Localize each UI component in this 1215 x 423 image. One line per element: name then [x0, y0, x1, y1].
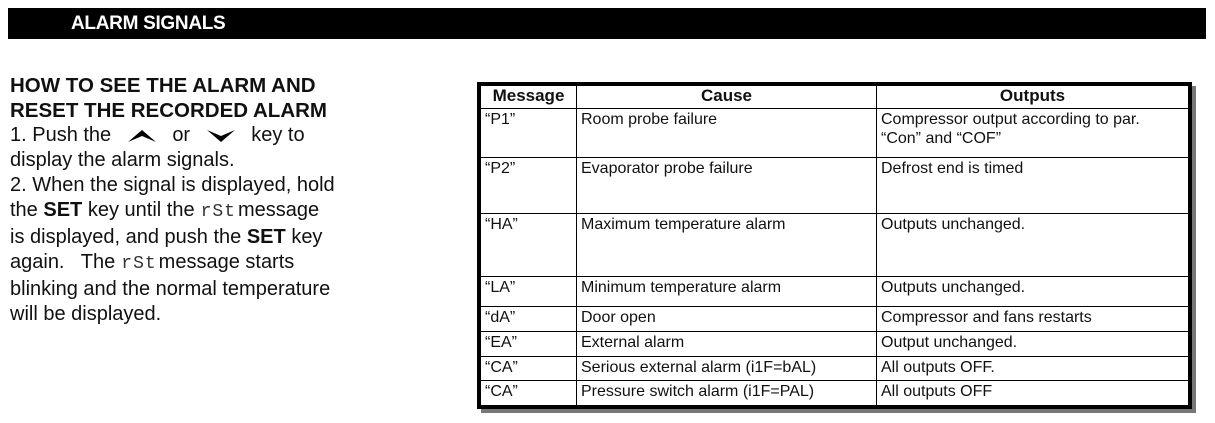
cell-cause: Evaporator probe failure	[577, 158, 877, 214]
cell-message: “P2”	[481, 158, 577, 214]
cell-outputs: Compressor output according to par. “Con” and “COF”	[877, 109, 1189, 158]
section-title: ALARM SIGNALS	[71, 13, 226, 34]
step-2-key: key	[291, 226, 323, 248]
column-header-message: Message	[481, 86, 577, 109]
table-row	[481, 277, 1189, 307]
instructions-heading-line-2: RESET THE RECORDED ALARM	[10, 99, 327, 122]
step-2-message: message	[237, 199, 320, 221]
step-2-line-2	[10, 198, 430, 225]
step-2-line-5: blinking and the normal temperature	[10, 278, 331, 300]
rst-display-code-2: rSt	[121, 254, 157, 274]
cell-outputs: Output unchanged.	[877, 332, 1189, 357]
step-1-or: or	[172, 124, 191, 146]
set-key-label-2: SET	[246, 226, 286, 248]
cell-outputs: All outputs OFF.	[877, 356, 1189, 381]
set-key-label: SET	[43, 199, 83, 221]
cell-cause: Minimum temperature alarm	[577, 277, 877, 307]
instructions-block	[10, 73, 430, 327]
cell-cause: Pressure switch alarm (i1F=PAL)	[577, 381, 877, 406]
step-2-line-3a: is displayed, and push the	[10, 226, 242, 248]
table-row	[481, 158, 1189, 214]
step-2-the: the	[10, 199, 38, 221]
table-row	[481, 356, 1189, 381]
cell-outputs: Outputs unchanged.	[877, 277, 1189, 307]
cell-outputs: Defrost end is timed	[877, 158, 1189, 214]
step-2-starts: message starts	[158, 251, 295, 273]
step-2-until: key until the	[87, 199, 195, 221]
step-2-line-6: will be displayed.	[10, 303, 162, 325]
table-row	[481, 307, 1189, 332]
table-row	[481, 109, 1189, 158]
cell-cause: Maximum temperature alarm	[577, 214, 877, 277]
section-header-bar	[8, 8, 1206, 39]
chevron-up-icon	[127, 129, 157, 143]
cell-cause: Serious external alarm (i1F=bAL)	[577, 356, 877, 381]
step-2-line-3	[10, 225, 430, 250]
chevron-down-icon	[206, 129, 236, 143]
rst-display-code: rSt	[200, 202, 236, 222]
cell-outputs: All outputs OFF	[877, 381, 1189, 406]
cell-cause: Room probe failure	[577, 109, 877, 158]
column-header-outputs: Outputs	[877, 86, 1189, 109]
table-row	[481, 381, 1189, 406]
step-2-line-4	[10, 250, 430, 277]
cell-message: “CA”	[481, 381, 577, 406]
cell-cause: External alarm	[577, 332, 877, 357]
instructions-heading-line-1: HOW TO SEE THE ALARM AND	[10, 74, 316, 97]
alarm-table-frame	[477, 82, 1192, 409]
cell-message: “HA”	[481, 214, 577, 277]
cell-message: “dA”	[481, 307, 577, 332]
column-header-cause: Cause	[577, 86, 877, 109]
cell-outputs: Compressor and fans restarts	[877, 307, 1189, 332]
cell-cause: Door open	[577, 307, 877, 332]
step-2-again: again. The	[10, 251, 116, 273]
alarm-signals-table	[480, 85, 1189, 406]
step-1-line-1	[10, 123, 430, 148]
cell-message: “CA”	[481, 356, 577, 381]
table-header-row	[481, 86, 1189, 109]
cell-message: “P1”	[481, 109, 577, 158]
table-row	[481, 332, 1189, 357]
step-2-line-1: 2. When the signal is displayed, hold	[10, 174, 335, 196]
cell-outputs: Outputs unchanged.	[877, 214, 1189, 277]
step-1-prefix: 1. Push the	[10, 124, 112, 146]
step-1-suffix: key to	[251, 124, 305, 146]
step-1-line-2: display the alarm signals.	[10, 149, 235, 171]
table-row	[481, 214, 1189, 277]
cell-message: “LA”	[481, 277, 577, 307]
cell-message: “EA”	[481, 332, 577, 357]
